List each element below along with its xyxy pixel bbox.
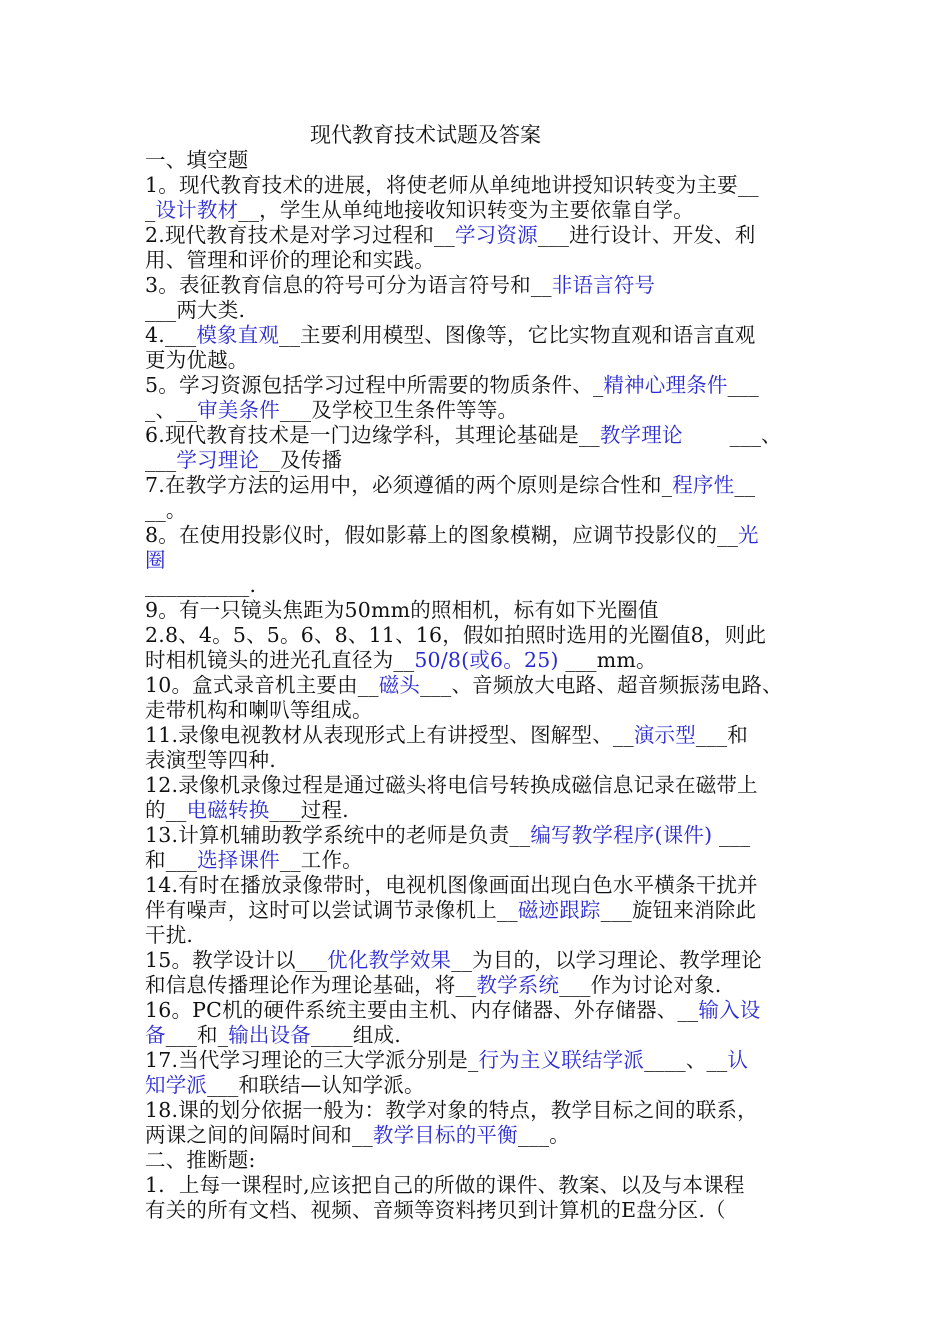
question-text: ___及学校卫生条件等等。 [279,398,519,422]
answer-text: 50/8(或6。25) [414,648,559,672]
document-line [145,498,187,523]
question-text: 15。教学设计以___ [145,948,328,972]
answer-text: 电磁转换 [186,798,270,822]
answer-text: 输出设备 [228,1023,312,1047]
document-line [145,373,759,398]
question-text: ___和 [695,723,748,747]
document-title: 现代教育技术试题及答案 [310,123,541,147]
question-text: 11.录像电视教材从表现形式上有讲授型、图解型、__ [145,723,634,747]
document-line [145,273,655,298]
document-line [145,1023,401,1048]
document-line [145,1198,726,1223]
question-text: ___作为讨论对象. [559,973,722,997]
answer-text: 审美条件 [197,398,280,422]
question-text: 3。表征教育信息的符号可分为语言符号和__ [145,273,552,297]
document-line [145,598,659,623]
answer-text: 磁头 [378,673,421,697]
question-text: ___ [712,823,751,847]
question-text: 9。有一只镜头焦距为50mm的照相机，标有如下光圈值 [145,598,659,622]
question-text: 用、管理和评价的理论和实践。 [145,248,435,272]
question-text: 二、推断题: [145,1148,256,1172]
answer-text: 编写教学程序(课件) [530,823,713,847]
question-text: 1．上每一课程时,应该把自己的所做的课件、教案、以及与本课程 [145,1173,745,1197]
document-line [145,848,363,873]
document-line [145,148,249,173]
question-text: __。 [145,498,187,522]
answer-text: 学习资源 [454,223,538,247]
question-text: 干扰. [145,923,194,947]
document-line [145,448,342,473]
answer-text: 教学系统 [476,973,560,997]
question-text: ___旋钮来消除此 [600,898,757,922]
answer-text: 输入设 [698,998,761,1022]
answer-text: 备 [145,1023,166,1047]
question-text: ___。 [517,1123,570,1147]
question-text: 16。PC机的硬件系统主要由主机、内存储器、外存储器、__ [145,998,699,1022]
question-text: 表演型等四种. [145,748,276,772]
document-line [145,1048,748,1073]
question-text: __为目的，以学习理论、教学理论 [451,948,762,972]
document-line [145,1098,758,1123]
answer-text: 教学目标的平衡 [372,1123,518,1147]
question-text: 12.录像机录像过程是通过磁头将电信号转换成磁信息记录在磁带上 [145,773,758,797]
document-line [145,1173,745,1198]
question-text: 13.计算机辅助教学系统中的老师是负责__ [145,823,531,847]
document-line [145,923,193,948]
document-line [145,773,758,798]
question-text: 6.现代教育技术是一门边缘学科，其理论基础是__ [145,423,600,447]
document-line [145,1148,256,1173]
question-text: 走带机构和喇叭等组成。 [145,698,373,722]
answer-text: 圈 [145,548,166,572]
document-line [145,523,759,548]
document-line [145,248,435,273]
answer-text: 学习理论 [176,448,260,472]
question-text: 8。在使用投影仪时，假如影幕上的图象模糊，应调节投影仪的__ [145,523,739,547]
question-text: 17.当代学习理论的三大学派分别是_ [145,1048,479,1072]
document-line [145,973,722,998]
answer-text: 知学派 [145,1073,208,1097]
question-text: 2.现代教育技术是对学习过程和__ [145,223,455,247]
question-text: __及传播 [259,448,343,472]
question-text: __主要利用模型、图像等，它比实物直观和语言直观 [279,323,756,347]
question-text: 18.课的划分依据一般为：教学对象的特点，教学目标之间的联系， [145,1098,758,1122]
question-text: 4.___ [145,323,197,347]
document-line [145,573,256,598]
document-line [145,223,755,248]
question-text: ___两大类. [145,298,246,322]
document-line [145,1073,425,1098]
document-line [145,298,245,323]
question-text: _、__ [145,398,198,422]
document-line [145,873,758,898]
answer-text: 光 [738,523,759,547]
question-text: 2.8、4。5、5。6、8、11、16，假如拍照时选用的光圈值8，则此 [145,623,767,647]
question-text: ___mm。 [558,648,657,672]
document-line [145,623,766,648]
document-line [145,748,276,773]
question-text: ____组成. [311,1023,401,1047]
question-text: 一、填空题 [145,148,249,172]
question-text: ___和联结—认知学派。 [207,1073,425,1097]
answer-text: 选择课件 [197,848,280,872]
question-text: ___和_ [165,1023,229,1047]
document-line [145,823,750,848]
question-text: __________. [145,573,257,597]
answer-text: 教学理论 [599,423,683,447]
answer-text: 优化教学效果 [327,948,452,972]
question-text: 和信息传播理论作为理论基础，将__ [145,973,477,997]
question-text: ___进行设计、开发、利 [537,223,756,247]
answer-text: 程序性 [672,473,735,497]
question-text: ___、音频放大电路、超音频振荡电路、 [420,673,783,697]
answer-text: 认 [727,1048,749,1072]
document-line [145,348,249,373]
document-line [145,473,755,498]
question-text: __ [734,473,756,497]
question-text: ___过程. [269,798,349,822]
answer-text: 磁迹跟踪 [517,898,601,922]
document-line [145,998,760,1023]
answer-text: 非语言符号 [551,273,656,297]
question-text: 两课之间的间隔时间和__ [145,1123,373,1147]
question-text: ____、__ [644,1048,728,1072]
question-text: 有关的所有文档、视频、音频等资料拷贝到计算机的E盘分区.（ [145,1198,726,1222]
question-text: 时相机镜头的进光孔直径为__ [145,648,415,672]
document-line [145,698,373,723]
question-text: _ [145,198,156,222]
question-text: __，学生从单纯地接收知识转变为主要依靠自学。 [238,198,694,222]
document-line [145,173,759,198]
question-text: ___ [145,448,177,472]
question-text: ___、 [682,423,782,447]
question-text: 10。盒式录音机主要由__ [145,673,379,697]
document-line [145,673,783,698]
answer-text: 演示型 [633,723,696,747]
question-text: ___ [727,373,759,397]
answer-text: 精神心理条件 [603,373,728,397]
document-line [145,398,518,423]
question-text: 的__ [145,798,187,822]
question-text: 5。学习资源包括学习过程中所需要的物质条件、_ [145,373,604,397]
question-text: 1。现代教育技术的进展，将使老师从单纯地讲授知识转变为主要__ [145,173,759,197]
answer-text: 行为主义联结学派 [478,1048,645,1072]
question-text: 14.有时在播放录像带时，电视机图像画面出现白色水平横条干扰并 [145,873,758,897]
document-line [145,948,762,973]
document-line [145,423,782,448]
question-text: 伴有噪声，这时可以尝试调节录像机上__ [145,898,518,922]
document-line [145,798,349,823]
question-text: 更为优越。 [145,348,249,372]
question-text: __工作。 [279,848,363,872]
document-line [145,198,694,223]
document-line [145,1123,570,1148]
question-text: 和___ [145,848,198,872]
document-line [145,648,657,673]
document-line [145,723,748,748]
answer-text: 设计教材 [155,198,239,222]
document-line [145,898,756,923]
answer-text: 模象直观 [196,323,280,347]
document-line [145,323,755,348]
question-text: 7.在教学方法的运用中，必须遵循的两个原则是综合性和_ [145,473,673,497]
document-line [145,548,166,573]
